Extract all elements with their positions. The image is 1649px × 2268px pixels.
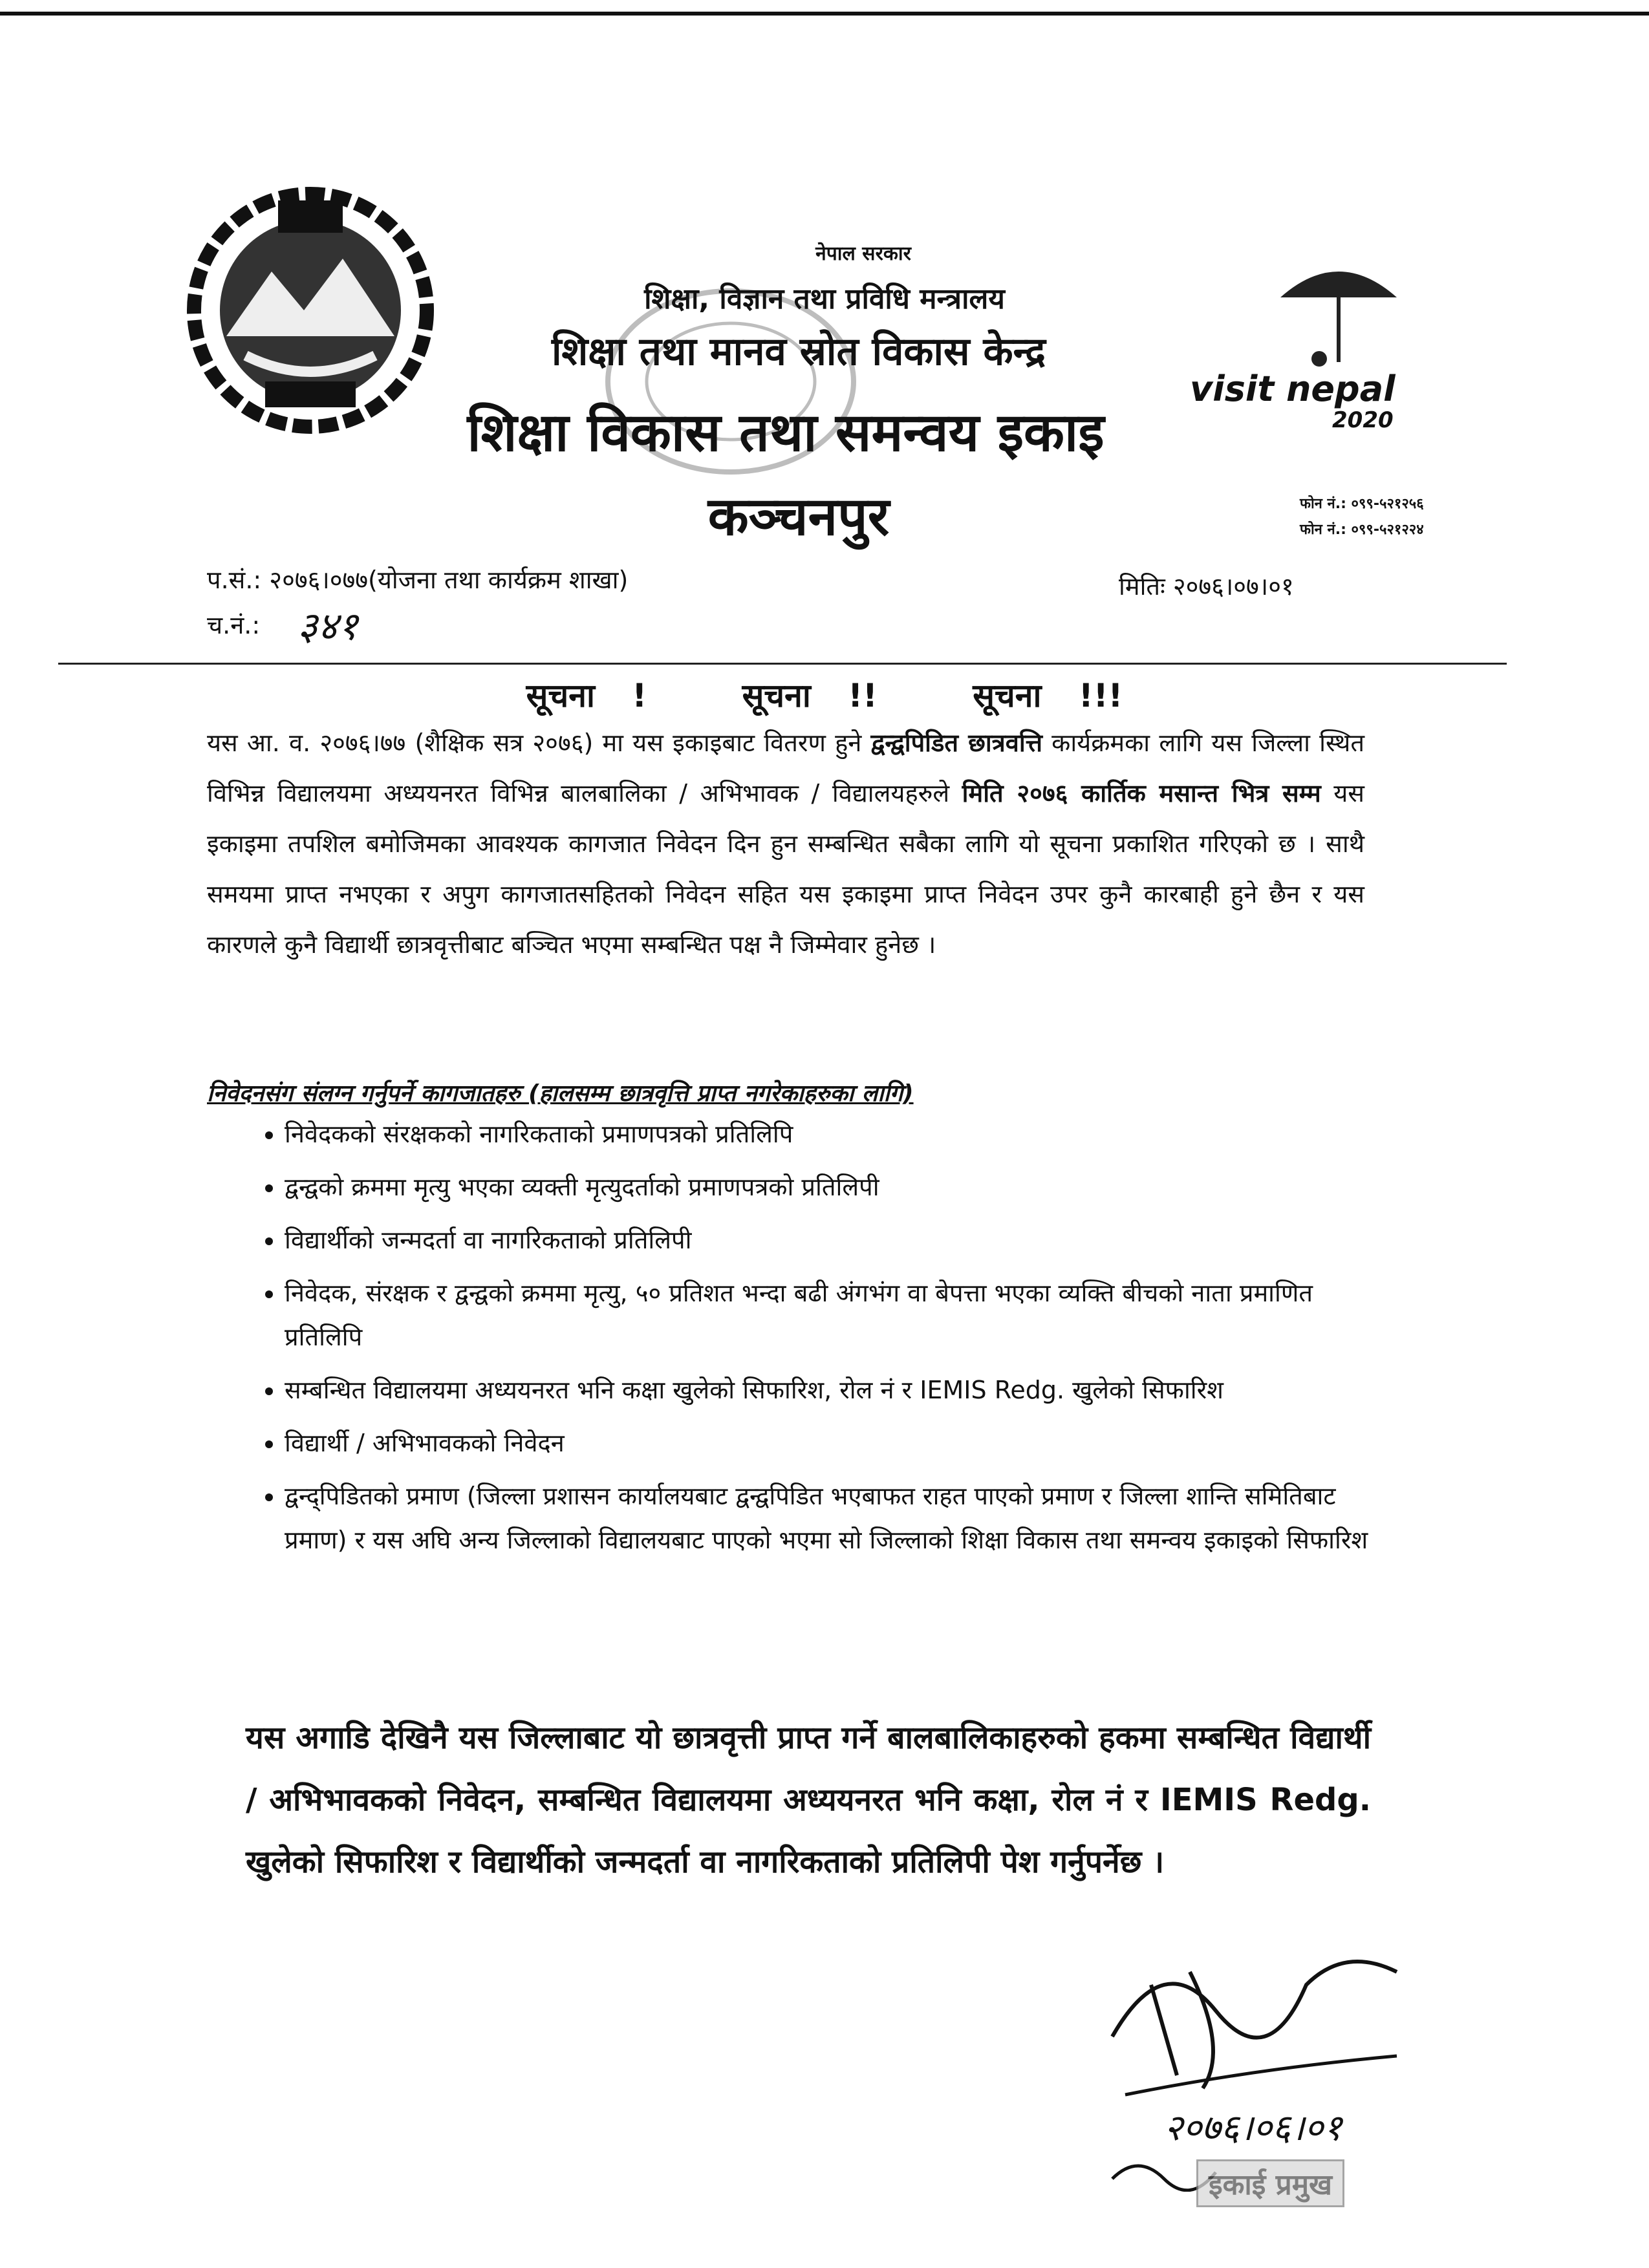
- office-head-stamp: इकाई प्रमुख: [1196, 2159, 1344, 2207]
- requirements-title: निवेदनसंग संलग्न गर्नुपर्ने कागजातहरु (हालसम्म छात्रवृत्ति प्राप्त नगरेकाहरुका लागि): [207, 1080, 914, 1107]
- unit-name: शिक्षा विकास तथा समन्वय इकाइ: [467, 402, 1105, 464]
- chalan-number: ३४१: [297, 604, 358, 649]
- notice-body-deadline: मिति २०७६ कार्तिक मसान्त भित्र सम्म: [962, 779, 1321, 808]
- government-name: नेपाल सरकार: [815, 242, 911, 265]
- header-divider: [58, 663, 1507, 665]
- signature-date: २०७६।०६।०१: [1164, 2107, 1342, 2149]
- list-item: • द्वन्द्वको क्रममा मृत्यु भएका व्यक्ती मृत्युदर्ताको प्रमाणपत्रको प्रतिलिपी: [285, 1165, 1397, 1209]
- notice-heading-1: सूचना !: [526, 677, 647, 714]
- visit-nepal-year: 2020: [1332, 407, 1394, 433]
- signature-icon: [1086, 1907, 1423, 2192]
- visit-nepal-text: visit nepal: [1190, 369, 1396, 409]
- notice-heading-3: सूचना !!!: [973, 677, 1123, 714]
- document-date: मितिः २०७६।०७।०१: [1119, 572, 1294, 601]
- centre-name: शिक्षा तथा मानव स्रोत विकास केन्द्र: [552, 329, 1046, 374]
- notice-body-c: कार्यक्रमका लागि यस जिल्ला स्थित विभिन्न विद्यालयमा अध्ययनरत विभिन्न बालबालिका / अभिभावक / विद्यालयहरुले: [207, 729, 1364, 808]
- list-item: • द्वन्द्पिडितको प्रमाण (जिल्ला प्रशासन कार्यालयबाट द्वन्द्वपिडित भएबाफत राहत पाएको प्रमाण र जिल्ला शान्ति समितिबाट प्रमाण) र यस अघि अन्य जिल्लाको विद्यालयबाट पाएको भएमा सो जिल्लाको शिक्षा विकास तथा समन्वय इकाइको सिफारिश: [285, 1474, 1397, 1562]
- reference-number: प.सं.: २०७६।०७७(योजना तथा कार्यक्रम शाखा): [207, 566, 629, 594]
- closing-statement: यस अगाडि देखिनै यस जिल्लाबाट यो छात्रवृत्ती प्राप्त गर्ने बालबालिकाहरुको हकमा सम्बन्धित विद्यार्थी / अभिभावकको निवेदन, सम्बन्धित विद्यालयमा अध्ययनरत भनि कक्षा, रोल नं र IEMIS Redg. खुलेको सिफारिश र विद्यार्थीको जन्मदर्ता वा नागरिकताको प्रतिलिपी पेश गर्नुपर्नेछ ।: [246, 1720, 1371, 1880]
- chalan-label: च.नं.:: [207, 611, 261, 639]
- location-name: कञ्चनपुर: [707, 486, 890, 548]
- ministry-name: शिक्षा, विज्ञान तथा प्रविधि मन्त्रालय: [644, 283, 1005, 316]
- phone-numbers: [1300, 491, 1424, 543]
- list-item: • सम्बन्धित विद्यालयमा अध्ययनरत भनि कक्षा खुलेको सिफारिश, रोल नं र IEMIS Redg. खुलेको सिफारिश: [285, 1368, 1397, 1412]
- notice-body-a: यस आ. व. २०७६।७७ (शैक्षिक सत्र २०७६) मा यस इकाइबाट वितरण हुने: [207, 729, 871, 757]
- notice-body: [207, 718, 1364, 970]
- phone-1: फोन नं.: ०९९-५२१२५६: [1300, 496, 1424, 512]
- top-border: [0, 12, 1649, 16]
- notice-heading: [0, 672, 1649, 716]
- requirements-list: [246, 1112, 1397, 1571]
- list-item: • विद्यार्थीको जन्मदर्ता वा नागरिकताको प्रतिलिपी: [285, 1218, 1397, 1262]
- notice-heading-2: सूचना !!: [742, 677, 878, 714]
- notice-body-e: यस इकाइमा तपशिल बमोजिमका आवश्यक कागजात निवेदन दिन हुन सम्बन्धित सबैका लागि यो सूचना प्रकाशित गरिएको छ । साथै समयमा प्राप्त नभएका र अपुग कागजातसहितको निवेदन सहित यस इकाइमा प्राप्त निवेदन उपर कुनै कारबाही हुने छैन र यस कारणले कुनै विद्यार्थी छात्रवृत्तीबाट बञ्चित भएमा सम्बन्धित पक्ष नै जिम्मेवार हुनेछ ।: [207, 779, 1364, 959]
- list-item: • निवेदक, संरक्षक र द्वन्द्वको क्रममा मृत्यु, ५० प्रतिशत भन्दा बढी अंगभंग वा बेपत्ता भएका व्यक्ति बीचको नाता प्रमाणित प्रतिलिपि: [285, 1271, 1397, 1359]
- list-item: • विद्यार्थी / अभिभावकको निवेदन: [285, 1421, 1397, 1465]
- notice-body-scholarship: द्वन्द्वपिडित छात्रवत्ति: [870, 729, 1042, 757]
- list-item: • निवेदकको संरक्षकको नागरिकताको प्रमाणपत्रको प्रतिलिपि: [285, 1112, 1397, 1156]
- phone-2: फोन नं.: ०९९-५२१२२४: [1300, 522, 1424, 538]
